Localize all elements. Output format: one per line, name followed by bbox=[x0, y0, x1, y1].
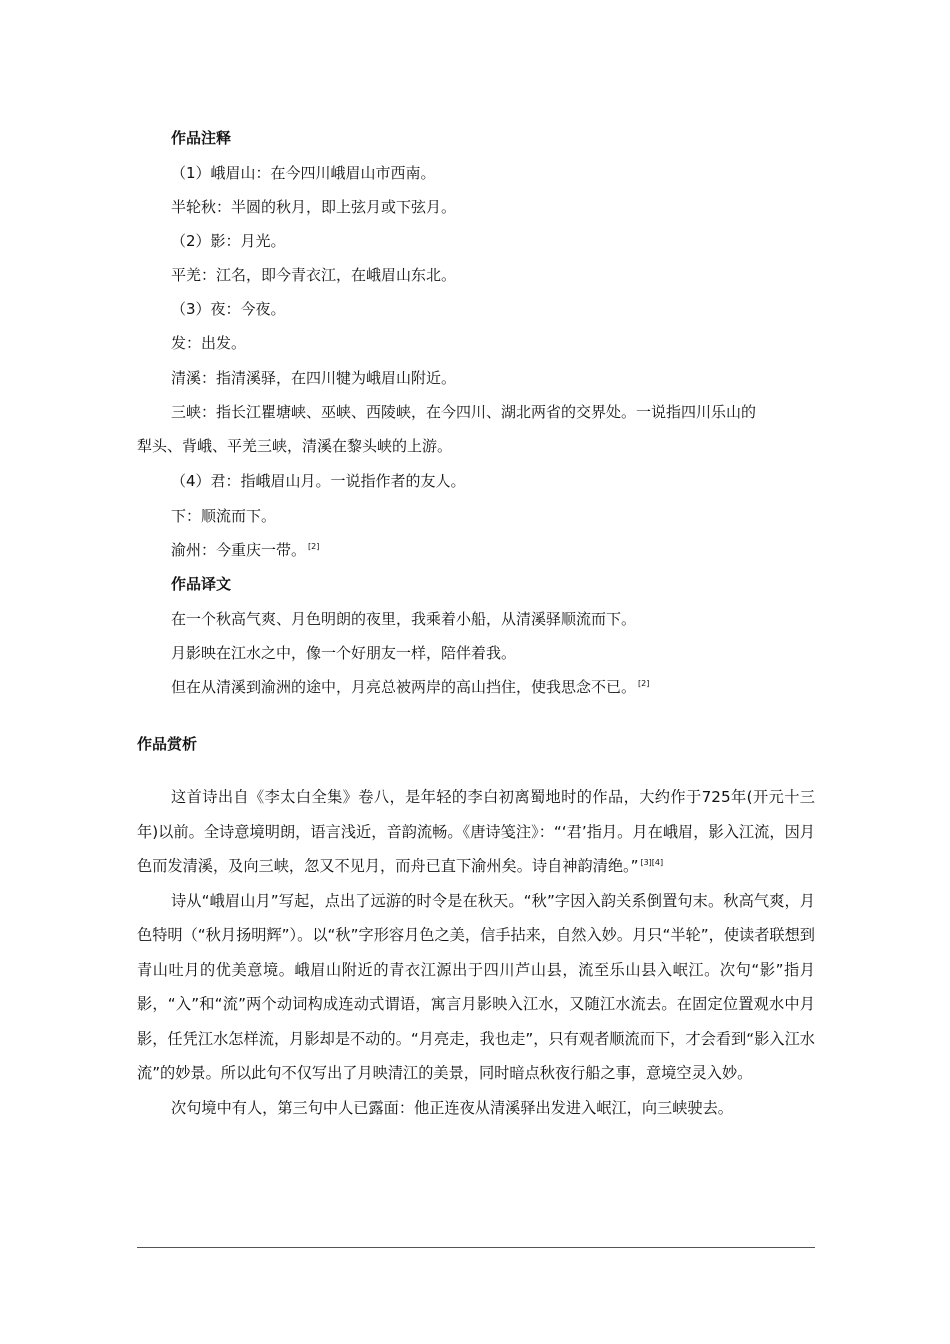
note-line bbox=[171, 540, 319, 560]
note-line: （1）峨眉山：在今四川峨眉山市西南。 bbox=[171, 164, 436, 182]
notes-heading: 作品注释 bbox=[171, 129, 232, 147]
note-line: 犁头、背峨、平羌三峡，清溪在黎头峡的上游。 bbox=[137, 437, 453, 455]
appreciation-paragraph bbox=[137, 780, 815, 884]
page-footer-rule bbox=[137, 1247, 815, 1248]
note-line: 三峡：指长江瞿塘峡、巫峡、西陵峡，在今四川、湖北两省的交界处。一说指四川乐山的 bbox=[171, 403, 757, 421]
appreciation-paragraph: 次句境中有人，第三句中人已露面：他正连夜从清溪驿出发进入岷江，向三峡驶去。 bbox=[171, 1098, 733, 1117]
translation-heading: 作品译文 bbox=[171, 575, 232, 593]
note-line: 平羌：江名，即今青衣江，在峨眉山东北。 bbox=[171, 266, 457, 284]
paragraph-text: 这首诗出自《李太白全集》卷八，是年轻的李白初离蜀地时的作品，大约作于725年(开元十三年)以前。全诗意境明朗，语言浅近，音韵流畅。《唐诗笺注》：“‘君’指月。月在峨眉，影入江流，因月色而发清溪，及向三峡，忽又不见月，而舟已直下渝州矣。诗自神韵清绝。” bbox=[137, 788, 815, 875]
note-line: 下：顺流而下。 bbox=[171, 507, 277, 525]
note-line: 发：出发。 bbox=[171, 334, 247, 352]
note-line: （4）君：指峨眉山月。一说指作者的友人。 bbox=[171, 472, 466, 490]
appreciation-body bbox=[137, 780, 815, 1125]
appreciation-heading: 作品赏析 bbox=[137, 735, 198, 753]
note-line: （3）夜：今夜。 bbox=[171, 300, 286, 318]
translation-line: 月影映在江水之中，像一个好朋友一样，陪伴着我。 bbox=[171, 644, 517, 662]
note-text: 渝州：今重庆一带。 bbox=[171, 541, 307, 559]
citation-ref[interactable]: [3][4] bbox=[640, 857, 664, 867]
appreciation-paragraph: 诗从“峨眉山月”写起，点出了远游的时令是在秋天。“秋”字因入韵关系倒置句末。秋高气爽，月色特明（“秋月扬明辉”）。以“秋”字形容月色之美，信手拈来，自然入妙。月只“半轮”，使读者联想到青山吐月的优美意境。峨眉山附近的青衣江源出于四川芦山县，流至乐山县入岷江。次句“影”指月影，“入”和“流”两个动词构成连动式谓语，寓言月影映入江水，又随江水流去。在固定位置观水中月影，任凭江水怎样流，月影却是不动的。“月亮走，我也走”，只有观者顺流而下，才会看到“影入江水流”的妙景。所以此句不仅写出了月映清江的美景，同时暗点秋夜行船之事，意境空灵入妙。 bbox=[137, 891, 815, 1082]
note-line: 半轮秋：半圆的秋月，即上弦月或下弦月。 bbox=[171, 198, 457, 216]
note-line: 清溪：指清溪驿，在四川犍为峨眉山附近。 bbox=[171, 369, 457, 387]
citation-ref[interactable]: [2] bbox=[308, 542, 320, 551]
translation-line: 在一个秋高气爽、月色明朗的夜里，我乘着小船，从清溪驿顺流而下。 bbox=[171, 610, 637, 628]
note-line: （2）影：月光。 bbox=[171, 232, 286, 250]
translation-text: 但在从清溪到渝洲的途中，月亮总被两岸的高山挡住，使我思念不已。 bbox=[171, 678, 637, 696]
translation-line bbox=[171, 677, 649, 697]
citation-ref[interactable]: [2] bbox=[638, 679, 650, 688]
